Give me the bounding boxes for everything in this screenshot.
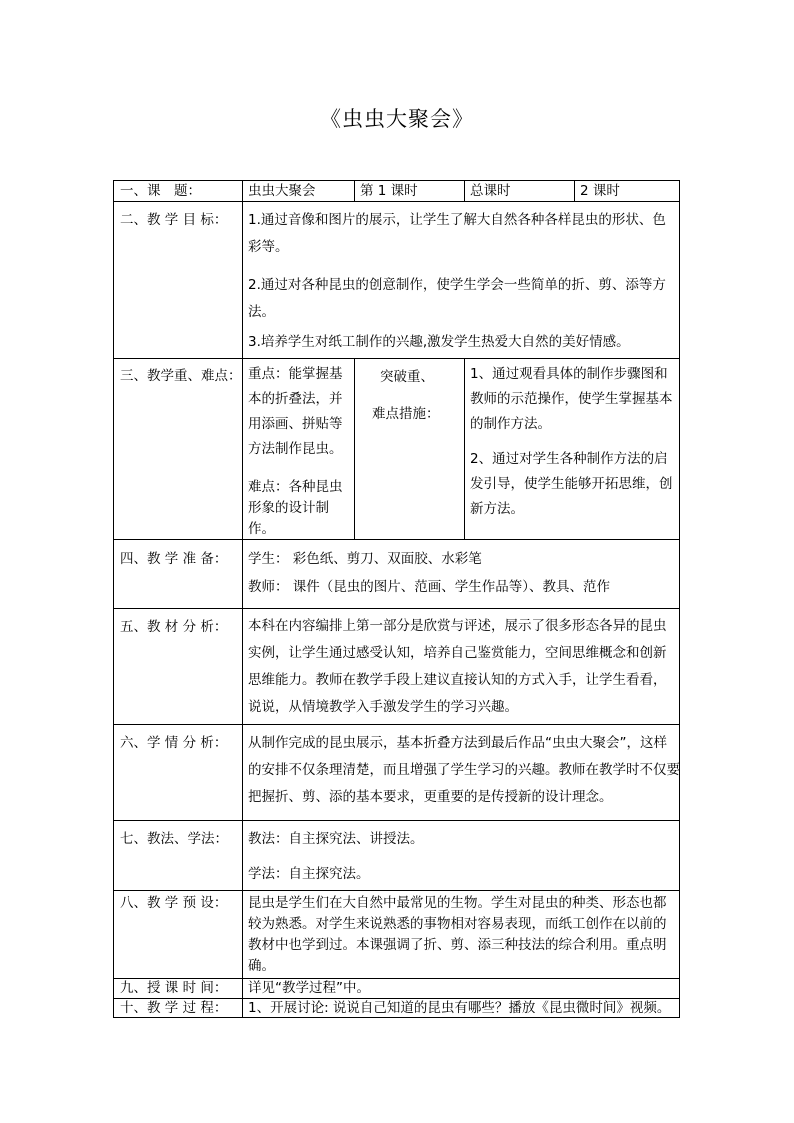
goal-item: 1.通过音像和图片的展示，让学生了解大自然各种各样昆虫的形状、色彩等。 <box>248 212 666 255</box>
row-divider <box>114 608 679 609</box>
row-label-process: 十、教 学 过 程： <box>120 1000 228 1016</box>
row-divider <box>114 724 679 725</box>
keypoint-text: 重点：能掌握基本的折叠法，并用添画、拼贴等方法制作昆虫。 <box>248 366 343 457</box>
teacher-materials: 教师： 课件（昆虫的图片、范画、学生作品等）、教具、范作 <box>248 579 611 595</box>
column-divider <box>354 181 355 201</box>
row-label-keypoints: 三、教学重、难点： <box>120 368 242 384</box>
time-text: 详见“教学过程”中。 <box>248 980 370 996</box>
row-label-material-analysis: 五、教 材 分 析： <box>120 619 228 635</box>
learning-method: 学法：自主探究法。 <box>248 866 370 882</box>
process-text: 1、开展讨论: 说说自己知道的昆虫有哪些？播放《昆虫微时间》视频。 <box>248 1000 671 1016</box>
column-divider <box>242 181 243 1018</box>
measures-label: 突破重、 <box>380 369 434 385</box>
student-analysis-text: 从制作完成的昆虫展示，基本折叠方法到最后作品“虫虫大聚会”，这样的安排不仅条理清楚，而且增强了学生学习的兴趣。教师在教学时不仅要把握折、剪、添的基本要求，更重要的是传授新的设计理念。 <box>248 735 680 805</box>
row-label-time: 九、授 课 时 间： <box>120 980 228 996</box>
row-divider <box>114 820 679 821</box>
column-divider <box>464 181 465 201</box>
page-title: 《虫虫大聚会》 <box>320 107 474 131</box>
row-label-methods: 七、教法、学法： <box>120 831 228 847</box>
student-materials: 学生： 彩色纸、剪刀、双面胶、水彩笔 <box>248 551 482 567</box>
row-divider <box>114 201 679 202</box>
row-label-preparation: 四、教 学 准 备： <box>120 551 228 567</box>
goal-item: 3.培养学生对纸工制作的兴趣,激发学生热爱大自然的美好情感。 <box>248 334 630 350</box>
measure-item: 2、通过对学生各种制作方法的启发引导，使学生能够开拓思维，创新方法。 <box>470 451 673 517</box>
row-label-topic: 一、课 题： <box>120 183 201 199</box>
column-divider <box>574 181 575 201</box>
column-divider <box>354 358 355 539</box>
teaching-method: 教法：自主探究法、讲授法。 <box>248 831 424 847</box>
total-hours-value: 2 课时 <box>580 183 620 199</box>
row-divider <box>114 539 679 540</box>
difficulty-text: 难点：各种昆虫形象的设计制作。 <box>248 479 343 537</box>
presets-text: 昆虫是学生们在大自然中最常见的生物。学生对昆虫的种类、形态也都较为熟悉。对学生来说熟悉的事物相对容易表现，而纸工创作在以前的教材中也学到过。本课强调了折、剪、添三种技法的综合利用。重点明确。 <box>248 895 667 974</box>
lesson-number: 第 1 课时 <box>360 183 418 199</box>
measure-item: 1、通过观看具体的制作步骤图和教师的示范操作，使学生掌握基本的制作方法。 <box>470 366 673 432</box>
topic-value: 虫虫大聚会 <box>248 183 316 199</box>
row-label-student-analysis: 六、学 情 分 析： <box>120 735 228 751</box>
row-divider <box>114 890 679 891</box>
goal-item: 2.通过对各种昆虫的创意制作，使学生学会一些简单的折、剪、添等方法。 <box>248 277 666 320</box>
row-label-presets: 八、教 学 预 设： <box>120 895 228 911</box>
row-divider <box>114 358 679 359</box>
material-analysis-text: 本科在内容编排上第一部分是欣赏与评述，展示了很多形态各异的昆虫实例，让学生通过感受认知，培养自己鉴赏能力，空间思维概念和创新思维能力。教师在教学手段上建议直接认知的方式入手，让学生看看，说说，从情境教学入手激发学生的学习兴趣。 <box>248 618 667 715</box>
total-hours-label: 总课时 <box>470 183 511 199</box>
row-label-goals: 二、教 学 目 标： <box>120 212 228 228</box>
lesson-plan-table <box>113 180 680 1018</box>
column-divider <box>464 358 465 539</box>
measures-label: 难点措施： <box>372 406 440 422</box>
